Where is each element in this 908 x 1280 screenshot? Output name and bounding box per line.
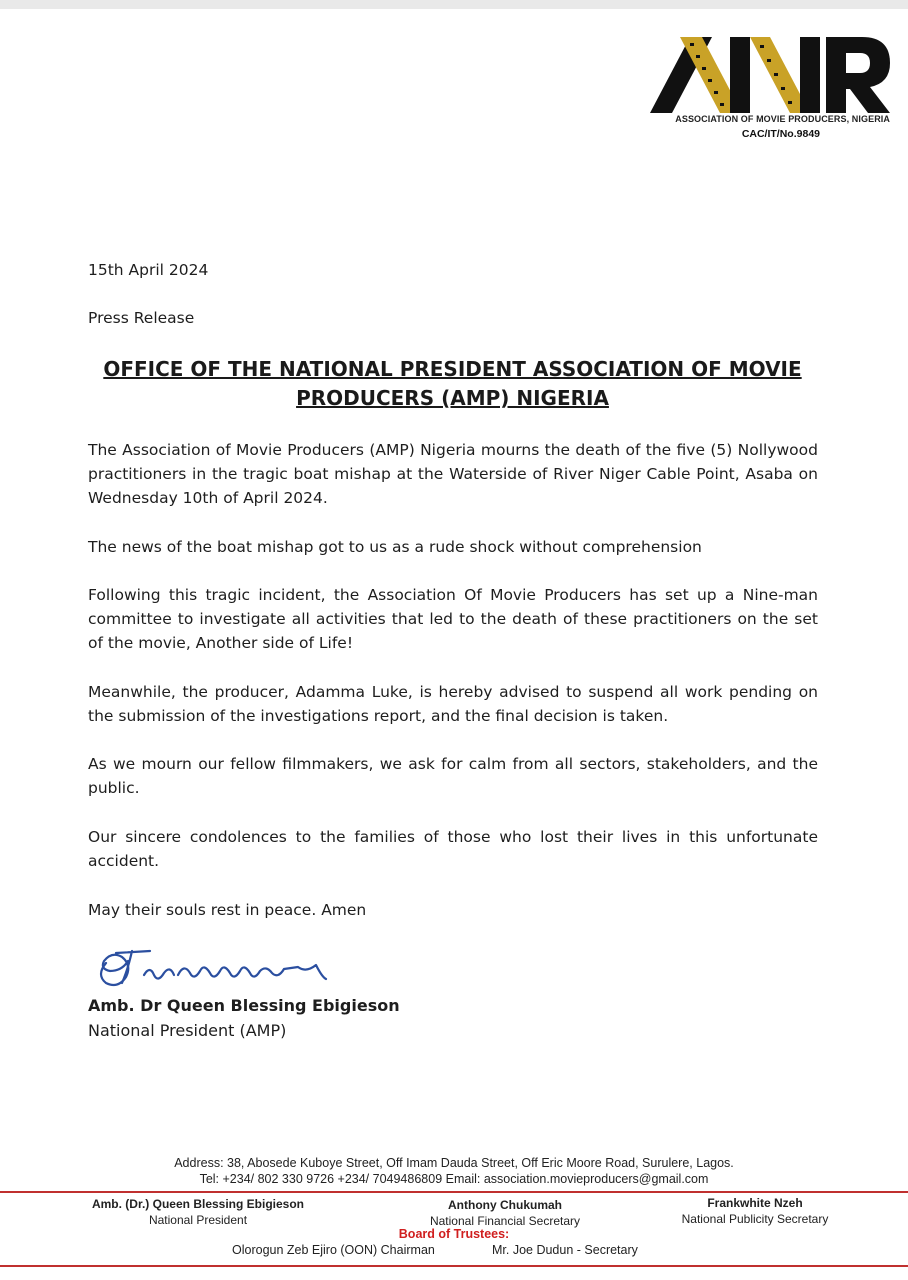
heading-line: OFFICE OF THE NATIONAL PRESIDENT ASSOCIATION OF MOVIE	[103, 357, 802, 381]
paragraph-rest-in-peace: May their souls rest in peace. Amen	[88, 901, 367, 919]
document-type: Press Release	[88, 309, 195, 327]
officer-name: Frankwhite Nzeh	[707, 1196, 803, 1210]
officer-name: Amb. (Dr.) Queen Blessing Ebigieson	[91, 1197, 305, 1211]
officer-role: National Publicity Secretary	[681, 1212, 829, 1226]
officer-publicity-secretary	[660, 1195, 850, 1227]
letter-date: 15th April 2024	[88, 261, 209, 279]
top-border	[0, 0, 908, 9]
trustee-chairman: Olorogun Zeb Ejiro (OON) Chairman	[232, 1243, 435, 1257]
paragraph-condolences: Our sincere condolences to the families of those who lost their lives in this unfortunate accident.	[88, 828, 818, 870]
paragraph-producer: Meanwhile, the producer, Adamma Luke, is hereby advised to suspend all work pending on the submission of the investigations report, and the final decision is taken.	[88, 683, 818, 725]
footer-contact: Tel: +234/ 802 330 9726 +234/ 7049486809 Email: association.movieproducers@gmail.com	[199, 1172, 709, 1186]
signer-title: National President (AMP)	[88, 1021, 287, 1040]
officer-president	[58, 1196, 338, 1228]
organization-name: ASSOCIATION OF MOVIE PRODUCERS, NIGERIA	[675, 114, 890, 124]
letterhead-logo	[640, 30, 900, 155]
officer-role: National Financial Secretary	[429, 1214, 581, 1228]
board-of-trustees-label: Board of Trustees:	[398, 1227, 510, 1241]
paragraph-mourning: The Association of Movie Producers (AMP) Nigeria mourns the death of the five (5) Nollywood practitioners in the tragic boat mishap at the Waterside of River Niger Cable Point, Asaba on Wednesday 10th of April 2024.	[88, 441, 818, 507]
paragraph-calm: As we mourn our fellow filmmakers, we ask for calm from all sectors, stakeholders, and the public.	[88, 755, 818, 797]
handwritten-signature	[92, 935, 332, 995]
paragraph-committee: Following this tragic incident, the Association Of Movie Producers has set up a Nine-man committee to investigate all activities that led to the death of these practitioners on the set of the movie, Another side of Life!	[88, 586, 818, 652]
officer-name: Anthony Chukumah	[448, 1198, 562, 1212]
paragraph-news: The news of the boat mishap got to us as a rude shock without comprehension	[88, 538, 702, 556]
trustee-secretary: Mr. Joe Dudun - Secretary	[492, 1243, 638, 1257]
officer-role: National President	[148, 1213, 248, 1227]
officer-financial-secretary	[395, 1197, 615, 1229]
registration-number: CAC/IT/No.9849	[741, 128, 820, 140]
signer-name: Amb. Dr Queen Blessing Ebigieson	[88, 996, 400, 1015]
footer-address-block	[0, 1155, 908, 1187]
press-release-heading	[100, 355, 805, 413]
footer-divider	[0, 1191, 908, 1193]
amp-filmstrip-logo-icon	[650, 35, 890, 115]
footer-address: Address: 38, Abosede Kuboye Street, Off Imam Dauda Street, Off Eric Moore Road, Surulere, Lagos.	[174, 1156, 734, 1170]
heading-line: PRODUCERS (AMP) NIGERIA	[296, 386, 609, 410]
footer-bottom-divider	[0, 1265, 908, 1267]
